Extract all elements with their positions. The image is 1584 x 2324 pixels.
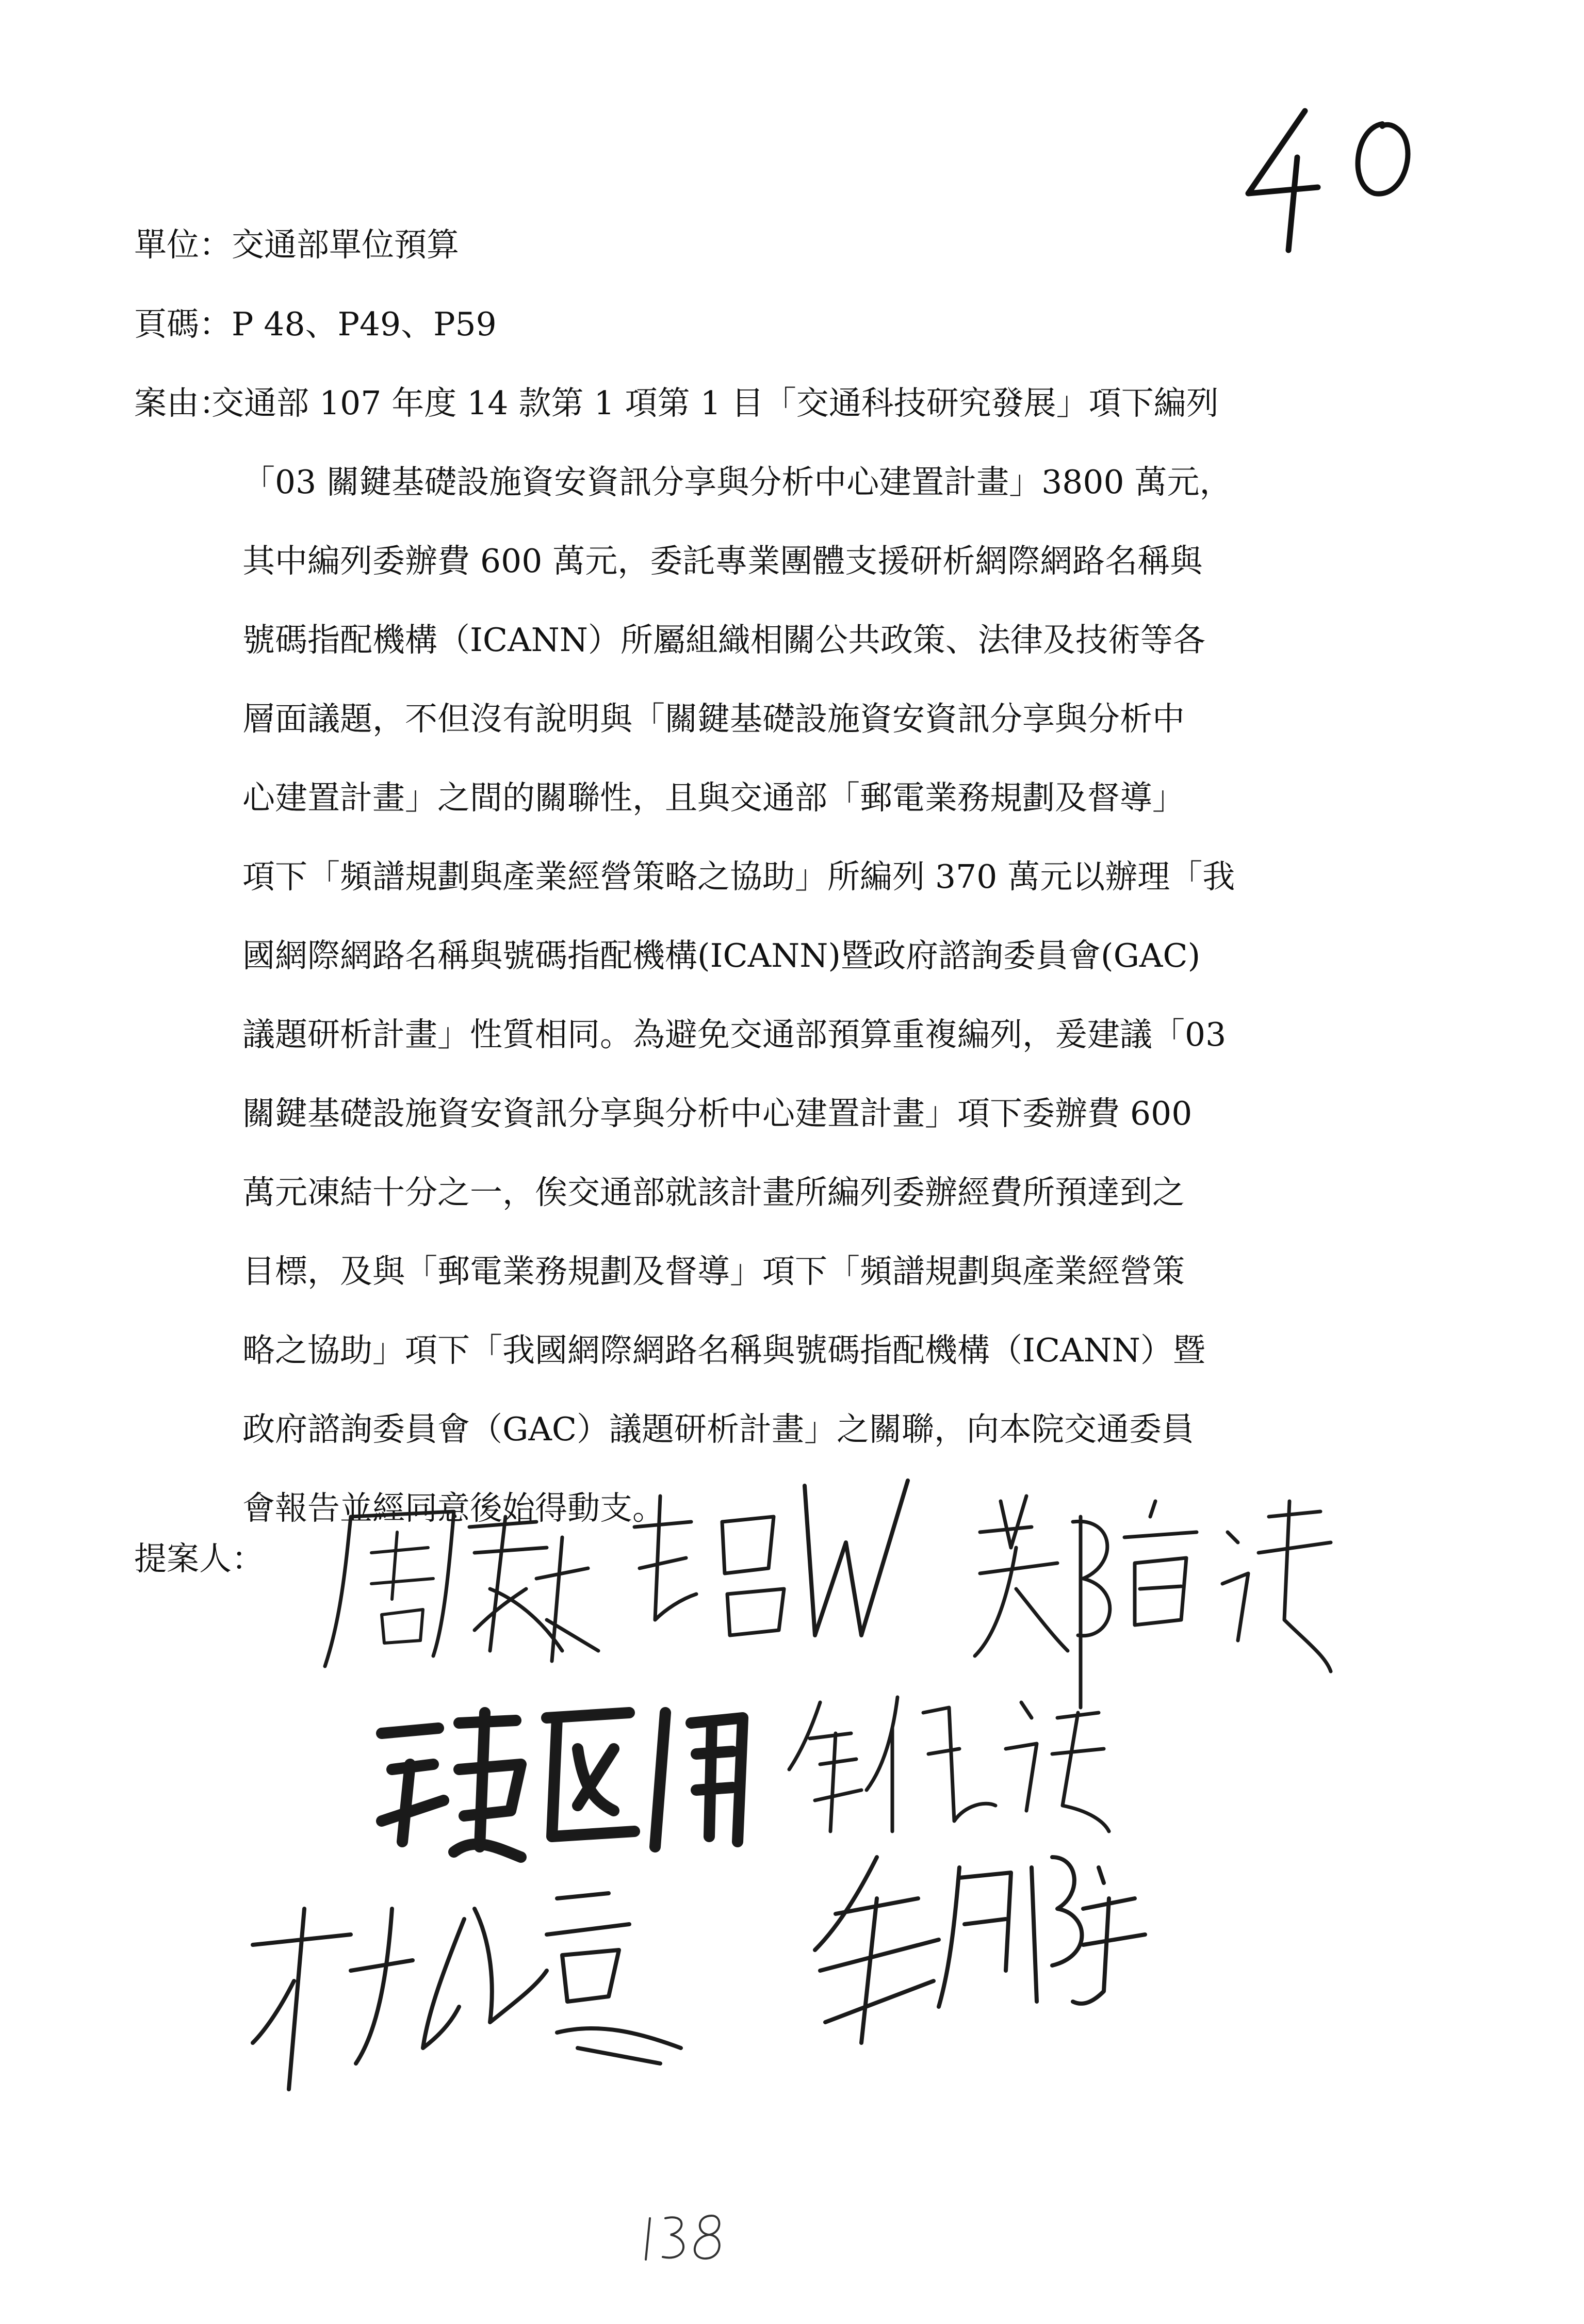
case-line: 其中編列委辦費 600 萬元，委託專業團體支援研析網際網路名稱與 <box>242 542 1203 580</box>
case-line: 「03 關鍵基礎設施資安資訊分享與分析中心建置計畫」3800 萬元， <box>242 463 1232 501</box>
signature <box>970 1486 1341 1713</box>
handwritten-folio-number <box>640 2203 732 2270</box>
signature <box>320 1496 609 1682</box>
page-ref-label: 頁碼： <box>134 305 232 343</box>
unit-label: 單位： <box>134 226 232 264</box>
case-line: 議題研析計畫」性質相同。為避免交通部預算重複編列，爰建議「03 <box>242 1016 1227 1053</box>
case-line: 交通部 107 年度 14 款第 1 項第 1 目「交通科技研究發展」項下編列 <box>211 384 1219 422</box>
page-ref-row <box>134 305 497 343</box>
case-line: 層面議題，不但沒有說明與「關鍵基礎設施資安資訊分享與分析中 <box>242 700 1185 738</box>
case-line: 目標，及與「郵電業務規劃及督導」項下「頻譜規劃與產業經營策 <box>242 1253 1185 1290</box>
signature <box>371 1692 774 1867</box>
case-line: 號碼指配機構（ICANN）所屬組織相關公共政策、法律及技術等各 <box>242 621 1205 659</box>
case-line: 心建置計畫」之間的關聯性，且與交通部「郵電業務規劃及督導」 <box>242 779 1185 817</box>
case-line: 項下「頻譜規劃與產業經營策略之協助」所編列 370 萬元以辦理「我 <box>242 858 1235 896</box>
unit-row <box>134 226 459 264</box>
page-ref-value: P 48、P49、P59 <box>232 305 497 343</box>
signature <box>248 1878 712 2094</box>
unit-value: 交通部單位預算 <box>232 226 459 264</box>
case-line: 國網際網路名稱與號碼指配機構(ICANN)暨政府諮詢委員會(GAC) <box>242 937 1201 974</box>
signature <box>789 1687 1109 1842</box>
signature <box>619 1465 939 1682</box>
handwritten-page-number <box>1228 95 1444 255</box>
case-line: 政府諮詢委員會（GAC）議題研析計畫」之關聯，向本院交通委員 <box>242 1410 1195 1448</box>
case-label: 案由： <box>134 384 232 422</box>
case-line: 會報告並經同意後始得動支。 <box>242 1489 665 1527</box>
case-line: 關鍵基礎設施資安資訊分享與分析中心建置計畫」項下委辦費 600 <box>242 1095 1193 1132</box>
case-line: 略之協助」項下「我國網際網路名稱與號碼指配機構（ICANN）暨 <box>242 1331 1205 1369</box>
case-line: 萬元凍結十分之一，俟交通部就該計畫所編列委辦經費所預達到之 <box>242 1174 1185 1211</box>
signature <box>805 1837 1155 2053</box>
proposer-label: 提案人： <box>134 1540 264 1578</box>
